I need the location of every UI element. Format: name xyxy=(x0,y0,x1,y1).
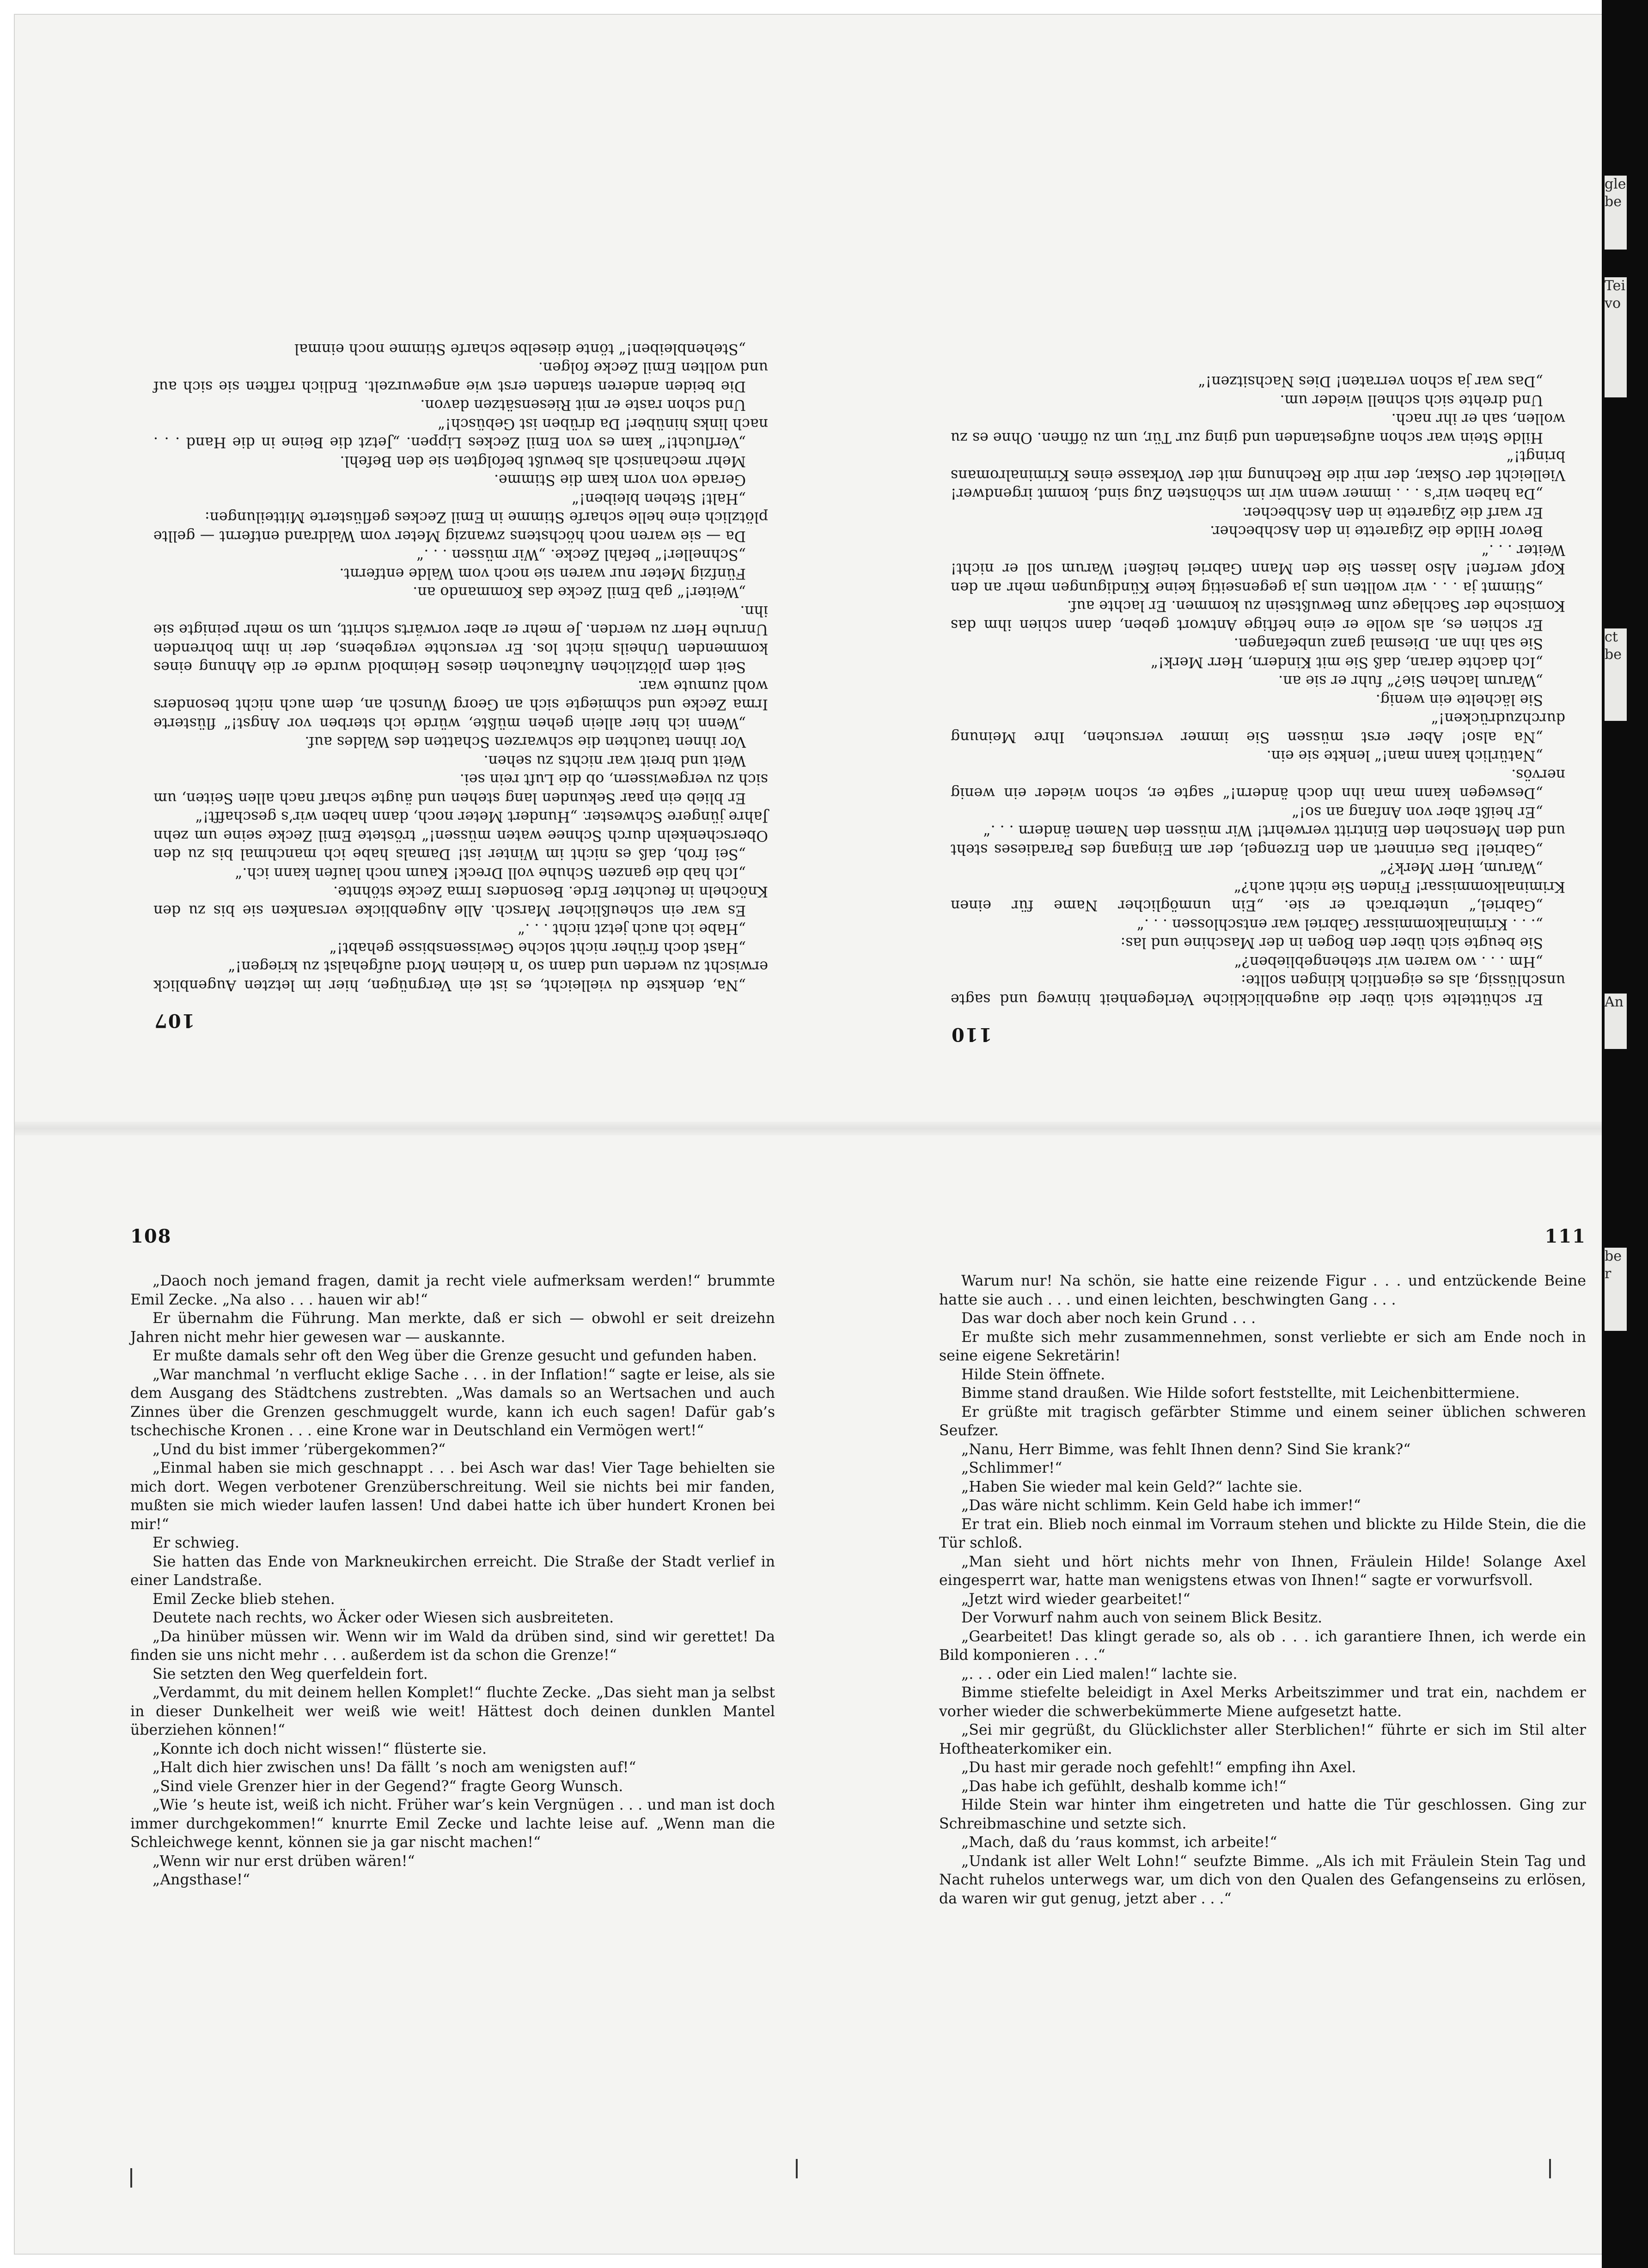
paragraph: Weit und breit war nichts zu sehen. xyxy=(483,752,746,769)
paragraph: „Du hast mir gerade noch gefehlt!“ empfing ihn Axel. xyxy=(961,1759,1356,1776)
edge-fragment: An xyxy=(1605,994,1627,1049)
binding-mark xyxy=(130,2168,132,2188)
page-text xyxy=(951,372,1565,1008)
paragraph: „Deswegen kann man ihn doch ändern!“ sagte er, schon wieder ein wenig nervös. xyxy=(951,766,1565,802)
paragraph: Sie hatten das Ende von Markneukirchen erreicht. Die Straße der Stadt verlief in einer Landstraße. xyxy=(130,1553,775,1589)
paragraph: „Haben Sie wieder mal kein Geld?“ lachte sie. xyxy=(961,1478,1303,1495)
paragraph: „Schlimmer!“ xyxy=(961,1460,1062,1476)
paragraph: Bimme stand draußen. Wie Hilde sofort feststellte, mit Leichenbittermiene. xyxy=(961,1385,1520,1402)
page-text xyxy=(939,1272,1586,1908)
paragraph: Er trat ein. Blieb noch einmal im Vorraum stehen und blickte zu Hilde Stein, die die Tür schloß. xyxy=(939,1516,1586,1551)
paragraph: „Das war ja schon verraten! Dies Nachsitzen!“ xyxy=(1198,373,1543,390)
edge-fragment: Tei vo xyxy=(1605,277,1627,397)
paragraph: Da — sie waren noch höchstens zwanzig Meter vom Waldrand entfernt — gellte plötzlich eine helle scharfe Stimme in Emil Zeckes geflüsterte Mitteilungen: xyxy=(153,509,768,544)
paragraph: „Er heißt aber von Anfang an so!“ xyxy=(1292,804,1543,820)
paragraph: „Gabriel! Das erinnert an den Erzengel, der am Eingang des Paradieses steht und den Menschen den Eintritt verwehrt! Wir müssen den Namen ändern . . .“ xyxy=(951,822,1565,858)
paragraph: „Gabriel,“ unterbrach er sie. „Ein unmöglicher Name für einen Kriminalkommissar! Finden Sie nicht auch?“ xyxy=(951,878,1565,914)
page-number: 107 xyxy=(153,1010,195,1031)
paragraph: Er übernahm die Führung. Man merkte, daß er sich — obwohl er seit dreizehn Jahren nicht mehr hier gewesen war — auskannte. xyxy=(130,1310,775,1346)
paragraph: Er warf die Zigarette in den Aschbecher. xyxy=(1242,504,1543,521)
paragraph: Vor ihnen tauchten die schwarzen Schatten des Waldes auf. xyxy=(305,733,746,750)
paragraph: „Mach, daß du ’raus kommst, ich arbeite!“ xyxy=(961,1834,1277,1851)
paragraph: Er mußte sich mehr zusammennehmen, sonst verliebte er sich am Ende noch in seine eigene Sekretärin! xyxy=(939,1329,1586,1364)
paragraph: „Hast doch früher nicht solche Gewissensbisse gehabt!“ xyxy=(329,939,746,956)
paragraph: „Schneller!“ befahl Zecke. „Wir müssen . . .“ xyxy=(416,546,746,563)
page-number: 110 xyxy=(951,1024,992,1045)
edge-fragment: gle be xyxy=(1605,176,1627,250)
paragraph: Warum nur! Na schön, sie hatte eine reizende Figur . . . und entzückende Beine hatte sie auch . . . und einen leichten, beschwingten Gang . . . xyxy=(939,1273,1586,1308)
paragraph: Sie lächelte ein wenig. xyxy=(1375,691,1543,708)
paragraph: Bimme stiefelte beleidigt in Axel Merks Arbeitszimmer und trat ein, nachdem er vorher wieder die schwerbekümmerte Miene aufgesetzt hatte. xyxy=(939,1684,1586,1720)
paragraph: „War manchmal ’n verflucht eklige Sache . . . in der Inflation!“ sagte er leise, als sie dem Ausgang des Städtchens zustrebten. „Was damals so an Wertsachen und auch Zinnes über die Grenzen geschmuggelt wurde, kann ich euch sagen! Dafür gab’s tschechische Kronen . . . eine Krone war in Deutschland ein Vermögen wert!“ xyxy=(130,1366,775,1439)
paragraph: Er mußte damals sehr oft den Weg über die Grenze gesucht und gefunden haben. xyxy=(153,1347,757,1364)
paragraph: „Das habe ich gefühlt, deshalb komme ich!“ xyxy=(961,1778,1287,1795)
paragraph: Hilde Stein war hinter ihm eingetreten und hatte die Tür geschlossen. Ging zur Schreibmaschine und setzte sich. xyxy=(939,1797,1586,1832)
edge-fragment: ctbe xyxy=(1605,628,1627,721)
paragraph: Emil Zecke blieb stehen. xyxy=(153,1591,335,1608)
page-107-upside-down xyxy=(153,167,768,1031)
paragraph: „. . . Kriminalkommissar Gabriel war entschlossen . . .“ xyxy=(1136,916,1543,933)
paragraph: Hilde Stein öffnete. xyxy=(961,1366,1105,1383)
paragraph: „Sei mir gegrüßt, du Glücklichster aller Sterblichen!“ führte er sich im Stil alter Hoftheaterkomiker ein. xyxy=(939,1722,1586,1757)
page-111 xyxy=(939,1225,1586,2127)
paragraph: „Na, denkste du vielleicht, es ist ein Vergnügen, hier im letzten Augenblick erwischt zu werden und dann so ’n kleinen Mord aufgehalst zu kriegen!“ xyxy=(153,958,768,994)
paragraph: „Halt dich hier zwischen uns! Da fällt ’s noch am wenigsten auf!“ xyxy=(153,1759,636,1776)
paragraph: „Einmal haben sie mich geschnappt . . . bei Asch war das! Vier Tage behielten sie mich dort. Wegen verbotener Grenzüberschreitung. Weil sie nichts bei mir fanden, mußten sie mich wieder laufen lassen! Und dabei hatte ich über hundert Kronen bei mir!“ xyxy=(130,1460,775,1533)
page-text xyxy=(130,1272,775,1890)
binding-mark xyxy=(796,2159,798,2178)
paragraph: Deutete nach rechts, wo Äcker oder Wiesen sich ausbreiteten. xyxy=(153,1610,614,1626)
paragraph: Seit dem plötzlichen Auftauchen dieses Heimbold wurde er die Ahnung eines kommenden Unheils nicht los. Er versuchte vergebens, der in ihm bohrenden Unruhe Herr zu werden. Je mehr er aber vorwärts schritt, um so mehr peinigte sie ihn. xyxy=(153,603,768,676)
page-108 xyxy=(130,1225,775,2173)
paragraph: „Sei froh, daß es nicht im Winter ist! Damals habe ich manchmal bis zu den Oberschenkeln durch Schnee waten müssen!“ tröstete Emil Zecke seine um zehn Jahre jüngere Schwester. „Hundert Meter noch, dann haben wir’s geschafft!“ xyxy=(153,808,768,863)
paragraph: Er grüßte mit tragisch gefärbter Stimme und einem seiner üblichen schweren Seufzer. xyxy=(939,1403,1586,1439)
paragraph: „Verdammt, du mit deinem hellen Komplet!“ fluchte Zecke. „Das sieht man ja selbst in dieser Dunkelheit wer weiß wie weit! Hättest doch deinen dunklen Mantel überziehen können!“ xyxy=(130,1684,775,1738)
paragraph: „Nanu, Herr Bimme, was fehlt Ihnen denn? Sind Sie krank?“ xyxy=(961,1441,1411,1458)
page-110-upside-down xyxy=(951,200,1565,1045)
paragraph: Die beiden anderen standen erst wie angewurzelt. Endlich rafften sie sich auf und wollten Emil Zecke folgen. xyxy=(153,359,768,395)
paragraph: „Warum lachen Sie?“ fuhr er sie an. xyxy=(1278,672,1543,689)
paragraph: Mehr mechanisch als bewußt befolgten sie den Befehl. xyxy=(340,453,746,469)
paragraph: „Halt! Stehen bleiben!“ xyxy=(572,490,746,507)
page-text xyxy=(153,340,768,995)
paragraph: Sie beugte sich über den Bogen in der Maschine und las: xyxy=(1120,934,1543,951)
scanned-sheet xyxy=(14,14,1604,2255)
paragraph: Fünfzig Meter nur waren sie noch vom Walde entfernt. xyxy=(339,565,746,582)
sheet-fold xyxy=(15,1122,1603,1135)
paragraph: Und schon raste er mit Riesensätzen davon. xyxy=(420,396,746,414)
paragraph: „Na also! Aber erst müssen Sie immer versuchen, Ihre Meinung durchzudrücken!“ xyxy=(951,710,1565,745)
paragraph: „Das wäre nicht schlimm. Kein Geld habe ich immer!“ xyxy=(961,1497,1361,1514)
binding-mark xyxy=(1549,2159,1551,2178)
paragraph: Bevor Hilde die Zigarette in den Aschbecher. xyxy=(1210,523,1543,540)
paragraph: „Wenn ich hier allein gehen müßte, würde ich sterben vor Angst!“ flüsterte Irma Zecke und schmiegte sich an Georg Wunsch an, dem auch nicht besonders wohl zumute war. xyxy=(153,677,768,732)
paragraph: Er schüttelte sich über die augenblickliche Verlegenheit hinweg und sagte unschlüssig, als es eigentlich klingen sollte: xyxy=(951,972,1565,1007)
paragraph: „Daoch noch jemand fragen, damit ja recht viele aufmerksam werden!“ brummte Emil Zecke. „Na also . . . hauen wir ab!“ xyxy=(130,1273,775,1308)
paragraph: „Verflucht!“ kam es von Emil Zeckes Lippen. „Jetzt die Beine in die Hand . . . nach links hinüber! Da drüben ist Gebüsch!“ xyxy=(153,415,768,451)
paragraph: „Hm . . . wo waren wir stehengeblieben?“ xyxy=(1234,953,1543,970)
edge-fragment: be r xyxy=(1605,1248,1627,1331)
paragraph: „Da hinüber müssen wir. Wenn wir im Wald da drüben sind, sind wir gerettet! Da finden sie uns nicht mehr . . . außerdem ist da schon die Grenze!“ xyxy=(130,1628,775,1664)
paragraph: „Ich dachte daran, daß Sie mit Kindern, Herr Merk!“ xyxy=(1150,654,1543,671)
paragraph: „Da haben wir’s . . . immer wenn wir im schönsten Zug sind, kommt irgendwer! Vielleicht der Oskar, der mir die Rechnung mit der Vorkasse eines Kriminalromans bringt!“ xyxy=(951,448,1565,502)
paragraph: Das war doch aber noch kein Grund . . . xyxy=(961,1310,1256,1327)
paragraph: „Wie ’s heute ist, weiß ich nicht. Früher war’s kein Vergnügen . . . und man ist doch immer durchgekommen!“ knurrte Emil Zecke und lachte leise auf. „Wenn man die Schleichwege kennt, können sie ja gar nischt machen!“ xyxy=(130,1797,775,1851)
paragraph: „Und du bist immer ’rübergekommen?“ xyxy=(153,1441,446,1458)
paragraph: „Habe ich auch jetzt nicht . . .“ xyxy=(518,921,746,938)
paragraph: „Stimmt ja . . . wir wollten uns ja gegenseitig keine Kündigungen mehr an den Kopf werfen! Also lassen Sie den Mann Gabriel heißen! Warum soll er nicht! Weiter . . .“ xyxy=(951,542,1565,596)
paragraph: Gerade von vorn kam die Stimme. xyxy=(494,471,746,488)
paragraph: „. . . oder ein Lied malen!“ lachte sie. xyxy=(961,1665,1238,1683)
paragraph: „Weiter!“ gab Emil Zecke das Kommando an. xyxy=(413,584,746,601)
paragraph: Sie setzten den Weg querfeldein fort. xyxy=(153,1665,428,1683)
paragraph: „Wenn wir nur erst drüben wären!“ xyxy=(153,1853,415,1870)
paragraph: Hilde Stein war schon aufgestanden und ging zur Tür, um zu öffnen. Ohne es zu wollen, sah er ihr nach. xyxy=(951,410,1565,446)
paragraph: Sie sah ihn an. Diesmal ganz unbefangen. xyxy=(1233,635,1543,652)
paragraph: „Natürlich kann man!“ lenkte sie ein. xyxy=(1266,747,1543,764)
paragraph: „Angsthase!“ xyxy=(153,1872,250,1888)
paragraph: Er schwieg. xyxy=(153,1535,240,1551)
page-number: 111 xyxy=(1544,1225,1586,1247)
paragraph: Es war ein scheußlicher Marsch. Alle Augenblicke versanken sie bis zu den Knöcheln in feuchter Erde. Besonders Irma Zecke stöhnte. xyxy=(153,883,768,919)
paragraph: „Gearbeitet! Das klingt gerade so, als ob . . . ich garantiere Ihnen, ich werde ein Bild komponieren . . .“ xyxy=(939,1628,1586,1664)
paragraph: „Man sieht und hört nichts mehr von Ihnen, Fräulein Hilde! Solange Axel eingesperrt war, hatte man wenigstens etwas von Ihnen!“ sagte er vorwurfsvoll. xyxy=(939,1553,1586,1589)
paragraph: Und drehte sich schnell wieder um. xyxy=(1280,392,1543,408)
paragraph: „Warum, Herr Merk?“ xyxy=(1379,860,1543,877)
paragraph: „Undank ist aller Welt Lohn!“ seufzte Bimme. „Als ich mit Fräulein Stein Tag und Nacht ruhelos unterwegs war, um dich von den Qualen des Gefangenseins zu erlösen, da waren wir gut genug, jetzt aber . . .“ xyxy=(939,1853,1586,1907)
paragraph: „Ich hab die ganzen Schuhe voll Dreck! Kaum noch laufen kann ich.“ xyxy=(235,865,746,881)
adjacent-page-edge xyxy=(1602,0,1648,2268)
paragraph: Er blieb ein paar Sekunden lang stehen und äugte scharf nach allen Seiten, um sich zu vergewissern, ob die Luft rein sei. xyxy=(153,771,768,806)
paragraph: „Konnte ich doch nicht wissen!“ flüsterte sie. xyxy=(153,1740,487,1757)
paragraph: „Sind viele Grenzer hier in der Gegend?“ fragte Georg Wunsch. xyxy=(153,1778,623,1795)
page-number: 108 xyxy=(130,1225,172,1247)
paragraph: „Jetzt wird wieder gearbeitet!“ xyxy=(961,1591,1190,1608)
paragraph: Der Vorwurf nahm auch von seinem Blick Besitz. xyxy=(961,1610,1323,1626)
paragraph: Er schien es, als wolle er eine heftige Antwort geben, dann schien ihm das Komische der Sachlage zum Bewußtsein zu kommen. Er lachte auf. xyxy=(951,597,1565,633)
paragraph: „Stehenbleiben!“ tönte dieselbe scharfe Stimme noch einmal xyxy=(294,341,746,357)
